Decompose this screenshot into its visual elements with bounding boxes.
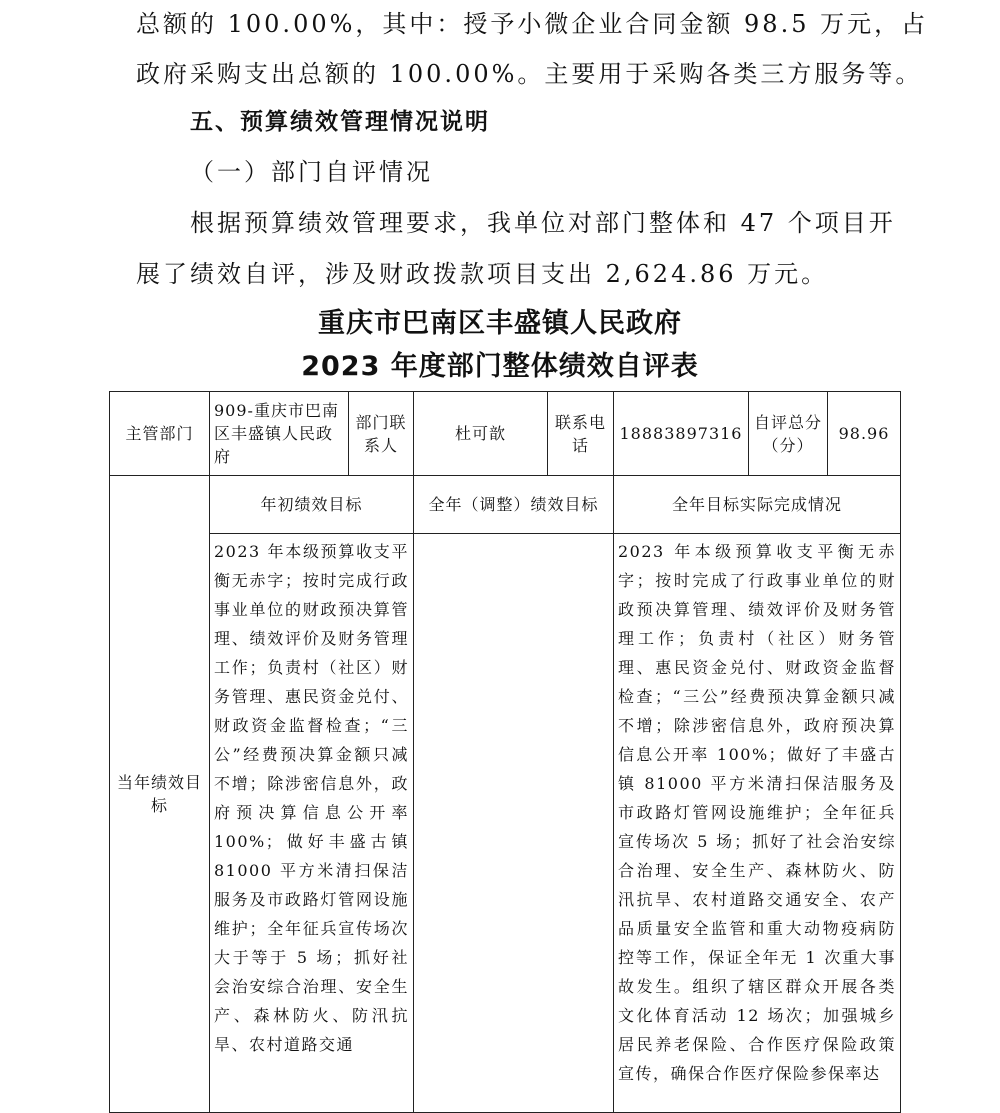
body-paragraph-line: 政府采购支出总额的 100.00%。主要用于采购各类三方服务等。: [136, 60, 923, 88]
phone-value-cell: 18883897316: [614, 392, 749, 476]
actual-completion-cell: [614, 534, 901, 1113]
col-header-initial: 年初绩效目标: [210, 476, 414, 534]
body-paragraph-line: 总额的 100.00%，其中：授予小微企业合同金额 98.5 万元，占: [136, 10, 929, 38]
adjusted-goals-text: [418, 537, 609, 1109]
table-subtitle: 2023 年度部门整体绩效自评表: [301, 351, 699, 382]
col-header-adjusted: 全年（调整）绩效目标: [414, 476, 614, 534]
initial-goals-text: 2023 年本级预算收支平衡无赤字；按时完成行政事业单位的财政预决算管理、绩效评价及财务管理工作；负责村（社区）财务管理、惠民资金兑付、财政资金监督检查；“三公”经费预决算金额只减不增；除涉密信息外，政府预决算信息公开率 100%；做好丰盛古镇 81000 平方米清扫保洁服务及市政路灯管网设施维护；全年征兵宣传场次大于等于 5 场；抓好社会治安综合治理、安全生产、森林防火、防汛抗旱、农村道路交通: [214, 542, 409, 1054]
score-value-cell: 98.96: [828, 392, 901, 476]
body-paragraph-line: 展了绩效自评，涉及财政拨款项目支出 2,624.86 万元。: [136, 260, 829, 288]
subsection-heading: （一）部门自评情况: [190, 158, 433, 186]
performance-evaluation-table: [109, 391, 901, 1113]
actual-completion-text: 2023 年本级预算收支平衡无赤字；按时完成了行政事业单位的财政预决算管理、绩效评价及财务管理工作；负责村（社区）财务管理、惠民资金兑付、财政资金监督检查；“三公”经费预决算金额只减不增；除涉密信息外，政府预决算信息公开率 100%；做好了丰盛古镇 81000 平方米清扫保洁服务及市政路灯管网设施维护；全年征兵宣传场次 5 场；抓好了社会治安综合治理、安全生产、森林防火、防汛抗旱、农村道路交通安全、农产品质量安全监管和重大动物疫病防控等工作，保证全年无 1 次重大事故发生。组织了辖区群众开展各类文化体育活动 12 场次；加强城乡居民养老保险、合作医疗保险政策宣传，确保合作医疗保险参保率达: [618, 542, 896, 1083]
dept-value-cell: 909-重庆市巴南区丰盛镇人民政府: [210, 392, 349, 476]
section-heading: 五、预算绩效管理情况说明: [190, 109, 490, 135]
score-label-cell: 自评总分（分）: [749, 392, 828, 476]
col-header-actual: 全年目标实际完成情况: [614, 476, 901, 534]
initial-goals-cell: [210, 534, 414, 1113]
goals-label-cell: 当年绩效目标: [110, 476, 210, 1113]
adjusted-goals-cell: [414, 534, 614, 1113]
phone-label-cell: 联系电话: [548, 392, 614, 476]
body-paragraph-line: 根据预算绩效管理要求，我单位对部门整体和 47 个项目开: [190, 209, 896, 237]
contact-label-cell: 部门联系人: [349, 392, 414, 476]
dept-label-cell: 主管部门: [110, 392, 210, 476]
table-title: 重庆市巴南区丰盛镇人民政府: [318, 308, 682, 339]
contact-value-cell: 杜可歆: [414, 392, 548, 476]
